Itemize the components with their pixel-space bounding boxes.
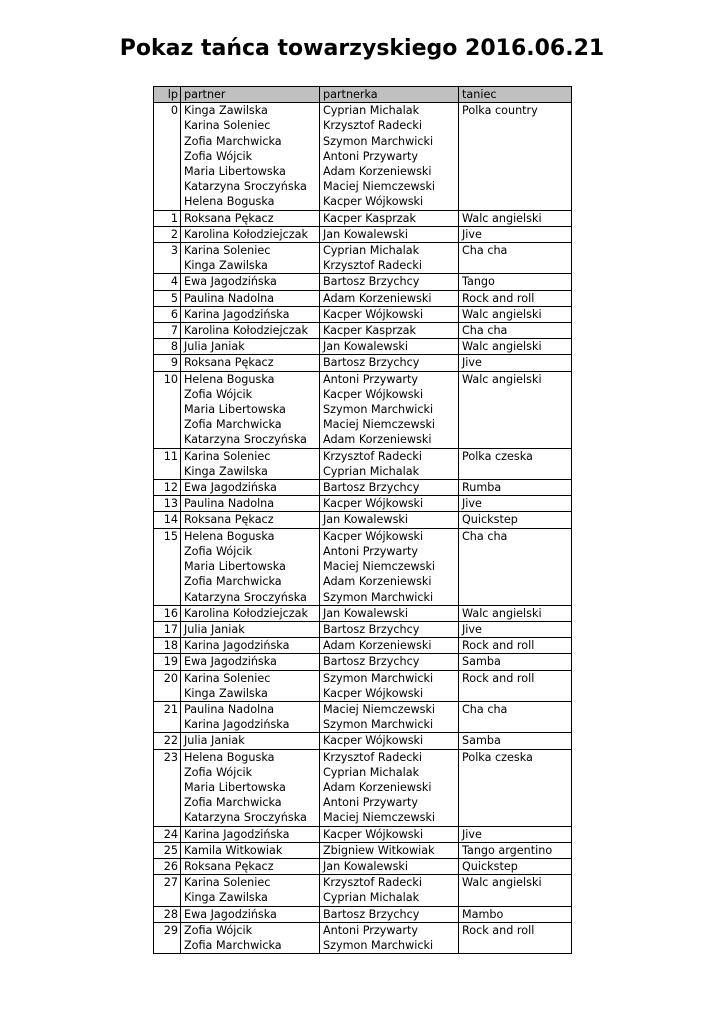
row-taniec: Mambo <box>459 906 572 922</box>
partnerka-name: Bartosz Brzychcy <box>323 907 420 921</box>
row-partnerka <box>320 103 459 210</box>
row-taniec: Walc angielski <box>459 210 572 226</box>
row-partnerka <box>320 858 459 874</box>
row-partner <box>181 670 320 701</box>
row-taniec: Cha cha <box>459 323 572 339</box>
partnerka-name: Krzysztof Radecki <box>323 750 422 764</box>
partnerka-name: Antoni Przywarty <box>323 544 418 558</box>
partnerka-name: Adam Korzeniewski <box>323 780 432 794</box>
row-partner <box>181 371 320 448</box>
row-taniec: Walc angielski <box>459 605 572 621</box>
partner-name: Kamila Witkowiak <box>184 843 283 857</box>
row-taniec: Cha cha <box>459 528 572 605</box>
row-partnerka <box>320 512 459 528</box>
header-partner: partner <box>181 87 320 103</box>
partnerka-name: Krzysztof Radecki <box>323 259 422 273</box>
partner-name: Julia Janiak <box>184 340 245 354</box>
row-lp: 8 <box>154 339 181 355</box>
partnerka-name: Antoni Przywarty <box>323 372 418 386</box>
row-taniec: Quickstep <box>459 512 572 528</box>
partnerka-name: Kacper Wójkowski <box>323 387 424 401</box>
row-taniec: Jive <box>459 496 572 512</box>
row-partnerka <box>320 922 459 953</box>
page-title: Pokaz tańca towarzyskiego 2016.06.21 <box>119 36 605 61</box>
table-row <box>154 858 572 874</box>
partner-name: Julia Janiak <box>184 734 245 748</box>
table-row <box>154 290 572 306</box>
table-row <box>154 306 572 322</box>
partner-name: Paulina Nadolna <box>184 497 275 511</box>
row-taniec: Rock and roll <box>459 290 572 306</box>
row-lp: 26 <box>154 858 181 874</box>
row-partner <box>181 826 320 842</box>
row-partnerka <box>320 243 459 274</box>
row-partner <box>181 323 320 339</box>
partnerka-name: Cyprian Michalak <box>323 891 420 905</box>
partner-name: Zofia Marchwicka <box>184 418 282 432</box>
row-taniec: Rock and roll <box>459 670 572 701</box>
partnerka-name: Szymon Marchwicki <box>323 938 434 952</box>
table-row <box>154 749 572 826</box>
row-partner <box>181 875 320 906</box>
row-partnerka <box>320 733 459 749</box>
partner-name: Zofia Marchwicka <box>184 575 282 589</box>
partner-name: Paulina Nadolna <box>184 702 275 716</box>
row-lp: 2 <box>154 226 181 242</box>
partner-name: Karolina Kołodziejczak <box>184 606 308 620</box>
row-partnerka <box>320 528 459 605</box>
row-taniec: Walc angielski <box>459 339 572 355</box>
row-partner <box>181 701 320 732</box>
partnerka-name: Jan Kowalewski <box>323 227 408 241</box>
table-row <box>154 210 572 226</box>
partner-name: Katarzyna Sroczyńska <box>184 811 307 825</box>
partnerka-name: Kacper Wójkowski <box>323 195 424 209</box>
row-taniec: Samba <box>459 654 572 670</box>
partner-name: Karina Soleniec <box>184 671 271 685</box>
partner-name: Katarzyna Sroczyńska <box>184 180 307 194</box>
row-partner <box>181 355 320 371</box>
partner-name: Karina Jagodzińska <box>184 307 290 321</box>
row-lp: 7 <box>154 323 181 339</box>
row-partnerka <box>320 323 459 339</box>
row-partner <box>181 842 320 858</box>
row-partner <box>181 210 320 226</box>
row-lp: 10 <box>154 371 181 448</box>
partner-name: Maria Libertowska <box>184 780 286 794</box>
table-row <box>154 528 572 605</box>
partnerka-name: Antoni Przywarty <box>323 796 418 810</box>
row-partner <box>181 339 320 355</box>
table-row <box>154 875 572 906</box>
row-partnerka <box>320 654 459 670</box>
row-lp: 12 <box>154 480 181 496</box>
row-taniec: Cha cha <box>459 243 572 274</box>
partner-name: Helena Boguska <box>184 372 275 386</box>
row-taniec: Polka country <box>459 103 572 210</box>
row-partnerka <box>320 906 459 922</box>
row-partner <box>181 448 320 479</box>
partnerka-name: Antoni Przywarty <box>323 149 418 163</box>
partnerka-name: Jan Kowalewski <box>323 513 408 527</box>
row-lp: 19 <box>154 654 181 670</box>
partner-name: Kinga Zawilska <box>184 686 268 700</box>
row-taniec: Jive <box>459 826 572 842</box>
partner-name: Zofia Marchwicka <box>184 796 282 810</box>
row-partner <box>181 480 320 496</box>
row-partner <box>181 226 320 242</box>
partner-name: Maria Libertowska <box>184 560 286 574</box>
row-partnerka <box>320 496 459 512</box>
table-row <box>154 670 572 701</box>
partnerka-name: Cyprian Michalak <box>323 765 420 779</box>
row-partner <box>181 922 320 953</box>
partner-name: Kinga Zawilska <box>184 464 268 478</box>
partner-name: Zofia Wójcik <box>184 923 253 937</box>
row-partnerka <box>320 210 459 226</box>
row-lp: 27 <box>154 875 181 906</box>
partner-name: Zofia Marchwicka <box>184 938 282 952</box>
partner-name: Roksana Pękacz <box>184 859 274 873</box>
row-partnerka <box>320 749 459 826</box>
partner-name: Helena Boguska <box>184 195 275 209</box>
row-partnerka <box>320 226 459 242</box>
row-lp: 25 <box>154 842 181 858</box>
partnerka-name: Maciej Niemczewski <box>323 180 436 194</box>
row-lp: 28 <box>154 906 181 922</box>
header-partnerka: partnerka <box>320 87 459 103</box>
row-partner <box>181 306 320 322</box>
partner-name: Karina Soleniec <box>184 244 271 258</box>
row-partnerka <box>320 638 459 654</box>
row-partner <box>181 528 320 605</box>
partner-name: Karina Jagodzińska <box>184 639 290 653</box>
row-taniec: Jive <box>459 226 572 242</box>
partnerka-name: Szymon Marchwicki <box>323 671 434 685</box>
row-lp: 13 <box>154 496 181 512</box>
dance-schedule-table <box>153 86 572 954</box>
partnerka-name: Antoni Przywarty <box>323 923 418 937</box>
row-partner <box>181 638 320 654</box>
table-row <box>154 103 572 210</box>
row-partner <box>181 906 320 922</box>
row-partner <box>181 858 320 874</box>
row-partner <box>181 290 320 306</box>
table-row <box>154 906 572 922</box>
partnerka-name: Bartosz Brzychcy <box>323 356 420 370</box>
partnerka-name: Krzysztof Radecki <box>323 876 422 890</box>
header-taniec: taniec <box>459 87 572 103</box>
partner-name: Ewa Jagodzińska <box>184 481 277 495</box>
partnerka-name: Maciej Niemczewski <box>323 702 436 716</box>
partner-name: Kinga Zawilska <box>184 104 268 118</box>
row-taniec: Cha cha <box>459 701 572 732</box>
row-lp: 18 <box>154 638 181 654</box>
partner-name: Helena Boguska <box>184 529 275 543</box>
table-row <box>154 842 572 858</box>
partnerka-name: Adam Korzeniewski <box>323 291 432 305</box>
row-lp: 3 <box>154 243 181 274</box>
row-partnerka <box>320 306 459 322</box>
row-partnerka <box>320 842 459 858</box>
partner-name: Zofia Wójcik <box>184 387 253 401</box>
partnerka-name: Bartosz Brzychcy <box>323 622 420 636</box>
row-taniec: Samba <box>459 733 572 749</box>
partner-name: Kinga Zawilska <box>184 259 268 273</box>
row-lp: 20 <box>154 670 181 701</box>
header-lp: lp <box>154 87 181 103</box>
row-partner <box>181 274 320 290</box>
row-partner <box>181 243 320 274</box>
partnerka-name: Cyprian Michalak <box>323 464 420 478</box>
partnerka-name: Maciej Niemczewski <box>323 811 436 825</box>
partnerka-name: Szymon Marchwicki <box>323 590 434 604</box>
partner-name: Kinga Zawilska <box>184 891 268 905</box>
partnerka-name: Adam Korzeniewski <box>323 165 432 179</box>
table-row <box>154 339 572 355</box>
table-row <box>154 448 572 479</box>
partner-name: Julia Janiak <box>184 622 245 636</box>
row-partnerka <box>320 826 459 842</box>
partnerka-name: Szymon Marchwicki <box>323 403 434 417</box>
partnerka-name: Jan Kowalewski <box>323 606 408 620</box>
row-taniec: Tango <box>459 274 572 290</box>
table-row <box>154 243 572 274</box>
row-partner <box>181 496 320 512</box>
partner-name: Maria Libertowska <box>184 165 286 179</box>
table-row <box>154 922 572 953</box>
row-lp: 6 <box>154 306 181 322</box>
partner-name: Karina Jagodzińska <box>184 827 290 841</box>
partnerka-name: Bartosz Brzychcy <box>323 655 420 669</box>
row-taniec: Rock and roll <box>459 922 572 953</box>
row-lp: 5 <box>154 290 181 306</box>
partnerka-name: Kacper Kasprzak <box>323 324 417 338</box>
table-body <box>154 103 572 954</box>
row-partner <box>181 103 320 210</box>
row-lp: 17 <box>154 621 181 637</box>
partnerka-name: Bartosz Brzychcy <box>323 275 420 289</box>
row-partnerka <box>320 448 459 479</box>
row-lp: 29 <box>154 922 181 953</box>
table-row <box>154 605 572 621</box>
table-row <box>154 826 572 842</box>
partnerka-name: Kacper Kasprzak <box>323 211 417 225</box>
partnerka-name: Zbigniew Witkowiak <box>323 843 435 857</box>
row-partnerka <box>320 355 459 371</box>
partner-name: Roksana Pękacz <box>184 211 274 225</box>
row-taniec: Jive <box>459 355 572 371</box>
partnerka-name: Adam Korzeniewski <box>323 433 432 447</box>
row-partnerka <box>320 621 459 637</box>
row-lp: 24 <box>154 826 181 842</box>
partner-name: Karina Soleniec <box>184 119 271 133</box>
partner-name: Karina Soleniec <box>184 876 271 890</box>
partnerka-name: Krzysztof Radecki <box>323 119 422 133</box>
row-partner <box>181 512 320 528</box>
row-partner <box>181 605 320 621</box>
row-partnerka <box>320 371 459 448</box>
row-taniec: Quickstep <box>459 858 572 874</box>
row-lp: 15 <box>154 528 181 605</box>
row-lp: 14 <box>154 512 181 528</box>
partnerka-name: Cyprian Michalak <box>323 244 420 258</box>
table-header-row <box>154 87 572 103</box>
row-partnerka <box>320 670 459 701</box>
partnerka-name: Jan Kowalewski <box>323 859 408 873</box>
row-lp: 11 <box>154 448 181 479</box>
table-row <box>154 323 572 339</box>
partner-name: Helena Boguska <box>184 750 275 764</box>
partner-name: Karolina Kołodziejczak <box>184 227 308 241</box>
row-lp: 4 <box>154 274 181 290</box>
row-lp: 23 <box>154 749 181 826</box>
table-row <box>154 371 572 448</box>
row-partnerka <box>320 339 459 355</box>
partnerka-name: Kacper Wójkowski <box>323 497 424 511</box>
partner-name: Roksana Pękacz <box>184 513 274 527</box>
partner-name: Karina Soleniec <box>184 449 271 463</box>
table-row <box>154 512 572 528</box>
row-taniec: Jive <box>459 621 572 637</box>
table-row <box>154 701 572 732</box>
row-lp: 0 <box>154 103 181 210</box>
partnerka-name: Maciej Niemczewski <box>323 560 436 574</box>
table-row <box>154 226 572 242</box>
row-lp: 22 <box>154 733 181 749</box>
table-row <box>154 733 572 749</box>
partner-name: Zofia Marchwicka <box>184 134 282 148</box>
partner-name: Katarzyna Sroczyńska <box>184 433 307 447</box>
partnerka-name: Kacper Wójkowski <box>323 686 424 700</box>
partner-name: Zofia Wójcik <box>184 765 253 779</box>
partnerka-name: Szymon Marchwicki <box>323 134 434 148</box>
partnerka-name: Maciej Niemczewski <box>323 418 436 432</box>
partnerka-name: Kacper Wójkowski <box>323 734 424 748</box>
partner-name: Zofia Wójcik <box>184 149 253 163</box>
table-row <box>154 496 572 512</box>
row-partner <box>181 733 320 749</box>
table-row <box>154 638 572 654</box>
row-partnerka <box>320 274 459 290</box>
partner-name: Karina Jagodzińska <box>184 718 290 732</box>
partnerka-name: Kacper Wójkowski <box>323 827 424 841</box>
row-partner <box>181 621 320 637</box>
row-lp: 1 <box>154 210 181 226</box>
partner-name: Ewa Jagodzińska <box>184 907 277 921</box>
partner-name: Ewa Jagodzińska <box>184 275 277 289</box>
row-taniec: Walc angielski <box>459 371 572 448</box>
table-row <box>154 480 572 496</box>
partnerka-name: Szymon Marchwicki <box>323 718 434 732</box>
partner-name: Karolina Kołodziejczak <box>184 324 308 338</box>
row-taniec: Rumba <box>459 480 572 496</box>
row-taniec: Polka czeska <box>459 749 572 826</box>
row-partnerka <box>320 701 459 732</box>
table-row <box>154 274 572 290</box>
row-lp: 16 <box>154 605 181 621</box>
partner-name: Ewa Jagodzińska <box>184 655 277 669</box>
row-partnerka <box>320 480 459 496</box>
partner-name: Roksana Pękacz <box>184 356 274 370</box>
partner-name: Maria Libertowska <box>184 403 286 417</box>
partner-name: Zofia Wójcik <box>184 544 253 558</box>
row-partner <box>181 749 320 826</box>
row-taniec: Polka czeska <box>459 448 572 479</box>
partnerka-name: Kacper Wójkowski <box>323 307 424 321</box>
row-taniec: Tango argentino <box>459 842 572 858</box>
partnerka-name: Cyprian Michalak <box>323 104 420 118</box>
row-partnerka <box>320 290 459 306</box>
row-lp: 21 <box>154 701 181 732</box>
table-row <box>154 355 572 371</box>
table-row <box>154 621 572 637</box>
row-taniec: Walc angielski <box>459 306 572 322</box>
row-partnerka <box>320 605 459 621</box>
row-taniec: Rock and roll <box>459 638 572 654</box>
partnerka-name: Kacper Wójkowski <box>323 529 424 543</box>
partner-name: Paulina Nadolna <box>184 291 275 305</box>
partnerka-name: Adam Korzeniewski <box>323 639 432 653</box>
partner-name: Katarzyna Sroczyńska <box>184 590 307 604</box>
partnerka-name: Adam Korzeniewski <box>323 575 432 589</box>
row-taniec: Walc angielski <box>459 875 572 906</box>
partnerka-name: Jan Kowalewski <box>323 340 408 354</box>
row-partnerka <box>320 875 459 906</box>
table-row <box>154 654 572 670</box>
partnerka-name: Bartosz Brzychcy <box>323 481 420 495</box>
row-partner <box>181 654 320 670</box>
partnerka-name: Krzysztof Radecki <box>323 449 422 463</box>
row-lp: 9 <box>154 355 181 371</box>
